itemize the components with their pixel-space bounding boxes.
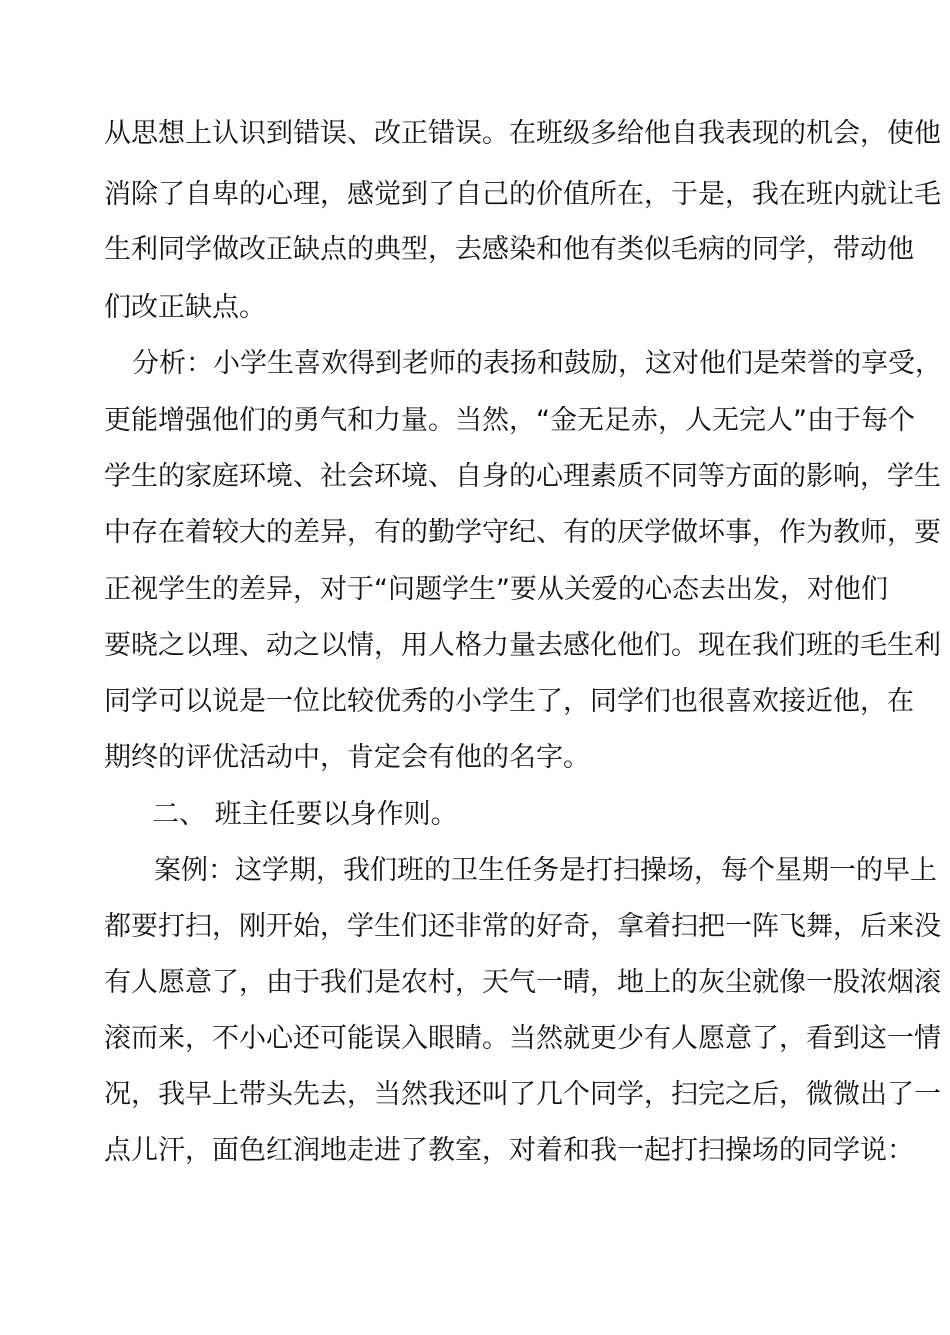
- text-line: 更 能 增 强 他 们 的 勇 气 和 力 量 。 当 然 ， “ 金 无 足 赤 ， 人 无 完 人 ” 由 于 每 个: [104, 405, 915, 436]
- text-line: 有 人 愿 意 了 ， 由 于 我 们 是 农 村 ， 天 气 一 晴 ， 地 上 的 灰 尘 就 像 一 股 浓 烟 滚: [104, 967, 941, 998]
- paragraph-first-line: 分 析 ： 小 学 生 喜 欢 得 到 老 师 的 表 扬 和 鼓 励 ， 这 对 他 们 是 荣 誉 的 享 受 ，: [132, 348, 942, 379]
- text-line: 消 除 了 自 卑 的 心 理 ， 感 觉 到 了 自 己 的 价 值 所 在 ， 于 是 ， 我 在 班 内 就 让 毛: [104, 179, 941, 210]
- text-line: 从 思 想 上 认 识 到 错 误 、 改 正 错 误 。 在 班 级 多 给 他 自 我 表 现 的 机 会 ， 使 他: [104, 118, 941, 149]
- text-line: 们改正缺点。: [104, 292, 266, 323]
- text-line: 生 利 同 学 做 改 正 缺 点 的 典 型 ， 去 感 染 和 他 有 类 似 毛 病 的 同 学 ， 带 动 他: [104, 234, 914, 265]
- text-line: 点 儿 汗 ， 面 色 红 润 地 走 进 了 教 室 ， 对 着 和 我 一 起 打 扫 操 场 的 同 学 说 ：: [104, 1135, 914, 1166]
- text-line: 学 生 的 家 庭 环 境 、 社 会 环 境 、 自 身 的 心 理 素 质 不 同 等 方 面 的 影 响 ， 学 生: [104, 461, 941, 492]
- section-heading: 二、 班主任要以身作则。: [152, 799, 458, 830]
- text-line: 正 视 学 生 的 差 异 ， 对 于 “ 问 题 学 生 ” 要 从 关 爱 的 心 态 去 出 发 ， 对 他 们: [104, 574, 888, 605]
- text-line: 要 晓 之 以 理 、 动 之 以 情 ， 用 人 格 力 量 去 感 化 他 们 。 现 在 我 们 班 的 毛 生 利: [104, 630, 941, 661]
- text-line: 滚 而 来 ， 不 小 心 还 可 能 误 入 眼 睛 。 当 然 就 更 少 有 人 愿 意 了 ， 看 到 这 一 情: [104, 1023, 941, 1054]
- text-line: 同 学 可 以 说 是 一 位 比 较 优 秀 的 小 学 生 了 ， 同 学 们 也 很 喜 欢 接 近 他 ， 在: [104, 686, 914, 717]
- text-line: 都 要 打 扫 ， 刚 开 始 ， 学 生 们 还 非 常 的 好 奇 ， 拿 着 扫 把 一 阵 飞 舞 ， 后 来 没: [104, 911, 941, 942]
- text-line: 中 存 在 着 较 大 的 差 异 ， 有 的 勤 学 守 纪 、 有 的 厌 学 做 坏 事 ， 作 为 教 师 ， 要: [104, 517, 941, 548]
- paragraph-first-line: 案 例 ： 这 学 期 ， 我 们 班 的 卫 生 任 务 是 打 扫 操 场 ， 每 个 星 期 一 的 早 上: [154, 855, 937, 886]
- text-line: 况 ， 我 早 上 带 头 先 去 ， 当 然 我 还 叫 了 几 个 同 学 ， 扫 完 之 后 ， 微 微 出 了 一: [104, 1079, 941, 1110]
- text-line: 期终的评优活动中，肯定会有他的名字。: [104, 742, 590, 773]
